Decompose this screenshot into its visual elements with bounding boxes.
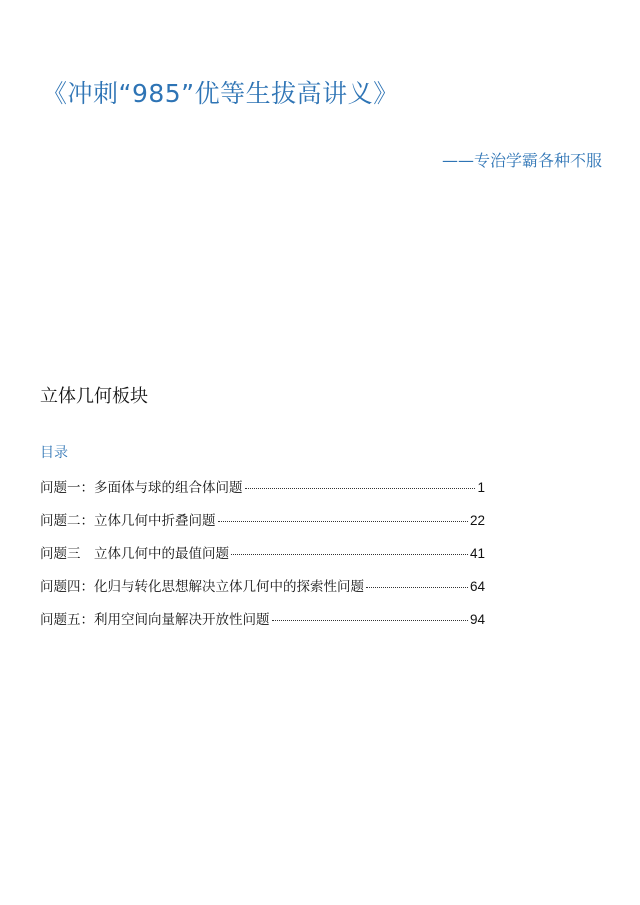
toc-entry-label: 问题五：利用空间向量解决开放性问题 [40, 612, 270, 628]
toc-entry-5[interactable] [40, 608, 485, 641]
toc-entry-page: 22 [469, 513, 485, 528]
toc-entry-page: 94 [469, 612, 485, 627]
toc-entry-label: 问题三 立体几何中的最值问题 [40, 546, 229, 562]
toc-entry-1[interactable] [40, 476, 485, 509]
toc-entry-3[interactable] [40, 542, 485, 575]
toc-heading: 目录 [40, 445, 68, 461]
toc-leader-dots [366, 587, 468, 588]
toc-leader-dots [245, 488, 476, 489]
section-title: 立体几何板块 [40, 386, 148, 407]
document-title: 《冲刺“985”优等生拔高讲义》 [42, 79, 399, 108]
toc-entry-label: 问题二：立体几何中折叠问题 [40, 513, 216, 529]
toc-leader-dots [231, 554, 468, 555]
toc-entry-page: 64 [469, 579, 485, 594]
document-subtitle: ——专治学霸各种不服 [441, 151, 602, 170]
toc-entry-4[interactable] [40, 575, 485, 608]
toc-entry-page: 1 [477, 480, 485, 495]
toc-leader-dots [218, 521, 468, 522]
toc-entry-label: 问题一：多面体与球的组合体问题 [40, 480, 243, 496]
toc-entry-page: 41 [469, 546, 485, 561]
toc-leader-dots [272, 620, 468, 621]
table-of-contents [40, 476, 485, 641]
toc-entry-label: 问题四：化归与转化思想解决立体几何中的探索性问题 [40, 579, 364, 595]
toc-entry-2[interactable] [40, 509, 485, 542]
